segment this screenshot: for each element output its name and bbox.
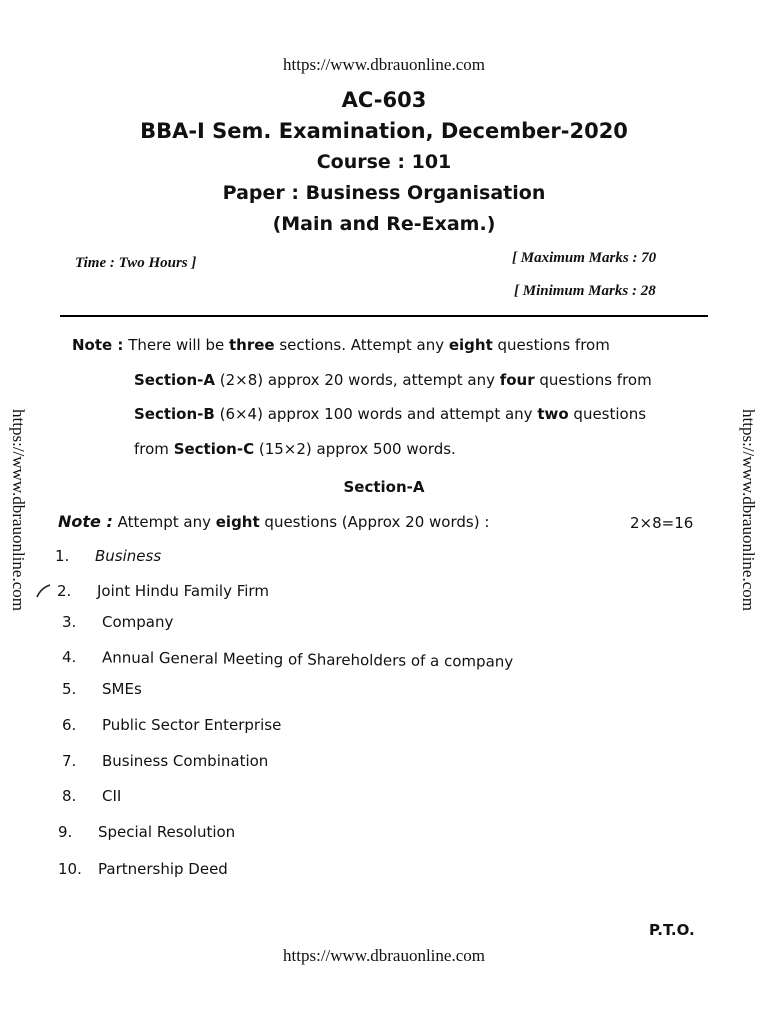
question-item — [62, 752, 268, 770]
paper-code: AC-603 — [341, 88, 427, 112]
note-text: questions from — [492, 336, 610, 354]
note-emphasis: Section-A — [134, 371, 215, 389]
course-line: Course : 101 — [316, 151, 452, 173]
note-line-2 — [134, 371, 652, 389]
question-text: Joint Hindu Family Firm — [97, 582, 269, 600]
question-item — [62, 787, 121, 805]
question-text: Special Resolution — [98, 823, 236, 841]
question-text: Annual General Meeting of Shareholders of a company — [101, 648, 514, 671]
watermark-url-top: https://www.dbrauonline.com — [283, 55, 485, 74]
question-number: 4. — [61, 648, 77, 667]
watermark-url-left: https://www.dbrauonline.com — [9, 409, 28, 611]
time-allowed: Time : Two Hours ] — [75, 255, 197, 271]
note-text: sections. Attempt any — [274, 336, 449, 354]
question-number: 7. — [62, 752, 77, 770]
section-note-emphasis: eight — [215, 513, 260, 531]
note-emphasis: eight — [448, 336, 493, 354]
question-number: 8. — [62, 787, 77, 805]
question-text: Public Sector Enterprise — [102, 716, 282, 734]
exam-type: (Main and Re-Exam.) — [272, 213, 496, 235]
divider — [60, 315, 708, 317]
note-label: Note : — [72, 336, 124, 354]
maximum-marks: [ Maximum Marks : 70 — [512, 250, 657, 266]
note-emphasis: Section-B — [134, 405, 215, 423]
question-item — [55, 547, 161, 565]
question-number: 6. — [62, 716, 77, 734]
question-number: 3. — [62, 613, 77, 631]
note-text: questions — [568, 405, 647, 423]
question-text: Business — [95, 547, 162, 565]
note-emphasis: three — [229, 336, 275, 354]
section-marks: 2×8=16 — [630, 514, 694, 532]
question-text: Partnership Deed — [98, 860, 228, 878]
watermark-url-bottom: https://www.dbrauonline.com — [283, 946, 485, 965]
note-line-3 — [134, 405, 646, 423]
exam-title: BBA-I Sem. Examination, December-2020 — [140, 119, 628, 143]
question-number: 9. — [58, 823, 73, 841]
question-text: SMEs — [102, 680, 142, 698]
note-text: from — [134, 440, 174, 458]
paper-title: Paper : Business Organisation — [222, 182, 546, 204]
question-number: 1. — [55, 547, 70, 565]
question-item — [62, 716, 281, 734]
watermark-url-right: https://www.dbrauonline.com — [739, 409, 758, 611]
note-text: (15×2) approx 500 words. — [254, 440, 456, 458]
question-number: 10. — [58, 860, 82, 878]
note-emphasis: Section-C — [173, 440, 255, 458]
note-line-4 — [134, 440, 456, 458]
section-note-label: Note : — [58, 512, 113, 531]
question-text: Company — [102, 613, 174, 631]
please-turn-over: P.T.O. — [649, 921, 695, 939]
question-item — [58, 860, 228, 878]
question-item — [62, 613, 173, 631]
note-text: questions from — [534, 371, 652, 389]
note-emphasis: two — [537, 405, 569, 423]
question-number: 5. — [62, 680, 77, 698]
note-text: (2×8) approx 20 words, attempt any — [215, 371, 500, 389]
question-text: CII — [102, 787, 122, 805]
question-item — [57, 582, 269, 600]
note-line-1 — [72, 336, 610, 354]
question-number: 2. — [57, 582, 72, 600]
question-text: Business Combination — [102, 752, 269, 770]
question-item — [58, 823, 235, 841]
question-item — [62, 648, 513, 671]
note-text: There will be — [123, 336, 229, 354]
question-item — [62, 680, 142, 698]
note-emphasis: four — [499, 371, 535, 389]
pen-tick-icon — [34, 582, 54, 600]
section-note-text: Attempt any — [112, 513, 216, 531]
minimum-marks: [ Minimum Marks : 28 — [514, 283, 656, 299]
note-text: (6×4) approx 100 words and attempt any — [214, 405, 538, 423]
section-note — [58, 512, 489, 531]
section-title: Section-A — [343, 478, 425, 496]
section-note-text: questions (Approx 20 words) : — [259, 513, 490, 531]
